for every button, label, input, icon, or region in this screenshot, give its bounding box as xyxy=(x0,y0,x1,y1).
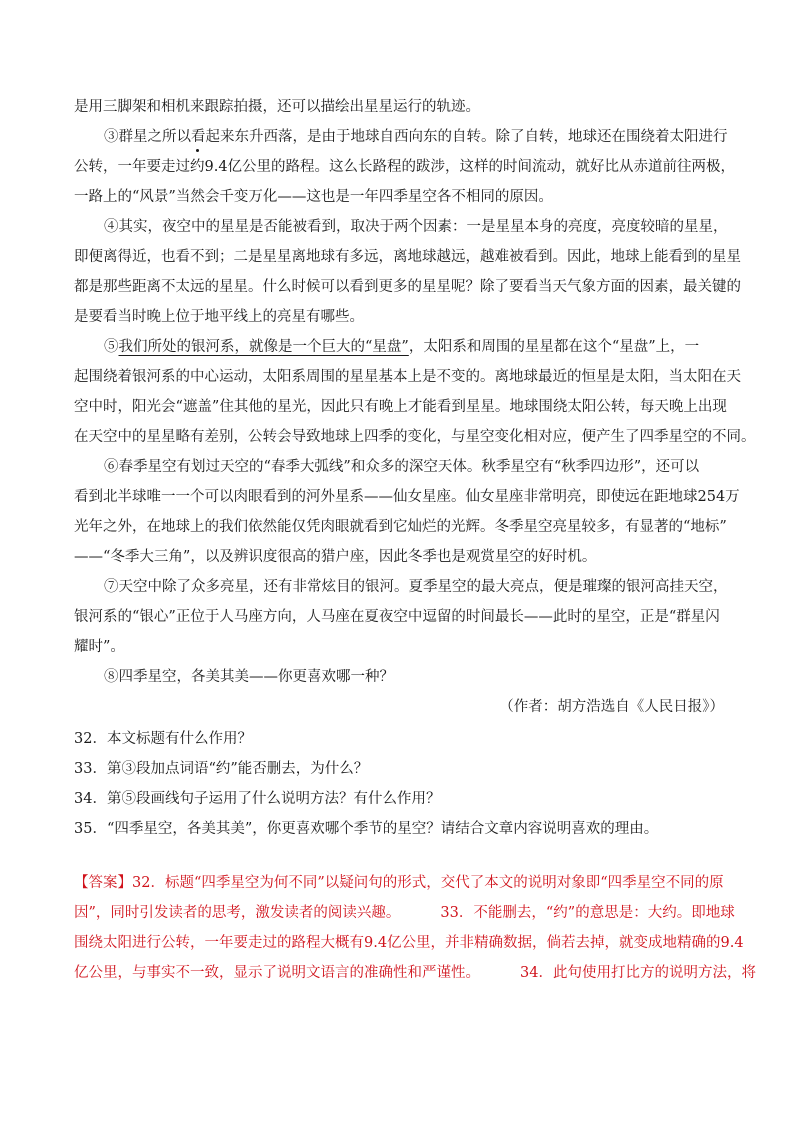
emphasis-dotted-word: 约 xyxy=(190,152,205,182)
paragraph-line: 银河系的“银心”正位于人马座方向，人马座在夏夜空中逗留的时间最长——此时的星空，正是“群星闪 xyxy=(74,609,720,625)
paragraph-line: ⑦天空中除了众多亮星，还有非常炫目的银河。夏季星空的最大亮点，便是璀璨的银河高挂天空， xyxy=(104,579,728,595)
paragraph-5 xyxy=(74,332,756,452)
question-item: 34．第⑤段画线句子运用了什么说明方法？有什么作用？ xyxy=(74,791,441,807)
paragraph-line: 都是那些距离不太远的星星。什么时候可以看到更多的星星呢？除了要看当天气象方面的因素，最关键的 xyxy=(74,279,741,295)
paragraph-line: 光年之外，在地球上的我们依然能仅凭肉眼就看到它灿烂的光辉。冬季星空亮星较多，有显著的“地标” xyxy=(74,519,727,535)
answer-line xyxy=(74,868,730,898)
paragraph-7 xyxy=(74,572,730,662)
paragraph-3 xyxy=(74,122,736,212)
answer-text: 34．此句使用打比方的说明方法，将 xyxy=(520,965,756,981)
paragraph-number: ⑤ xyxy=(104,339,119,355)
answer-text: 因”，同时引发读者的思考，激发读者的阅读兴趣。 xyxy=(74,905,401,921)
paragraph-line: 起围绕着银河系的中心运动，太阳系周围的星星基本上是不变的。离地球最近的恒星是太阳，当太阳在天 xyxy=(74,369,741,385)
paragraph-line: ④其实，夜空中的星星是否能被看到，取决于两个因素：一是星星本身的亮度，亮度较暗的星星， xyxy=(104,219,728,235)
text-segment: 公转，一年要走过 xyxy=(74,159,190,175)
answer-line xyxy=(74,898,735,928)
paragraph-8 xyxy=(74,662,730,692)
paragraph-line xyxy=(74,332,730,362)
paragraph-line: 一路上的“风景”当然会千变万化——这也是一年四季星空各不相同的原因。 xyxy=(74,189,553,205)
paragraph-4 xyxy=(74,212,741,332)
paragraph-continuation: 是用三脚架和相机来跟踪拍摄，还可以描绘出星星运行的轨迹。 xyxy=(74,99,480,115)
answer-text: 亿公里，与事实不一致，显示了说明文语言的准确性和严谨性。 xyxy=(74,965,480,981)
paragraph-line: ⑧四季星空，各美其美——你更喜欢哪一种？ xyxy=(104,669,394,685)
paragraph-line: 在天空中的星星略有差别，公转会导致地球上四季的变化，与星空变化相对应，便产生了四季星空的不同。 xyxy=(74,429,756,445)
answer-tag: 【答案】 xyxy=(74,875,132,891)
paragraph-line: ——“冬季大三角”，以及辨识度很高的猎户座，因此冬季也是观赏星空的好时机。 xyxy=(74,549,597,565)
answer-line xyxy=(74,958,756,988)
answer-block xyxy=(74,868,756,988)
paragraph-line: ⑥春季星空有划过天空的“春季大弧线”和众多的深空天体。秋季星空有“秋季四边形”，还可以 xyxy=(104,459,700,475)
answer-line: 围绕太阳进行公转，一年要走过的路程大概有9.4亿公里，并非精确数据，倘若去掉，就变成地精确的9.4 xyxy=(74,935,744,951)
document-page xyxy=(74,92,756,988)
paragraph-line: 是要看当时晚上位于地平线上的亮星有哪些。 xyxy=(74,309,364,325)
paragraph-line: 耀时”。 xyxy=(74,639,125,655)
paragraph-line: ③群星之所以看起来东升西落，是由于地球自西向东的自转。除了自转，地球还在围绕着太阳进行 xyxy=(104,129,728,145)
text-segment: 9.4亿公里的路程。这么长路程的跋涉，这样的时间流动，就好比从赤道前往两极， xyxy=(204,159,736,175)
text-segment: ，太阳系和周围的星星都在这个“星盘”上，一 xyxy=(408,339,700,355)
answer-text: 33．不能删去，“约”的意思是：大约。即地球 xyxy=(440,905,735,921)
underlined-sentence: 我们所处的银河系，就像是一个巨大的“星盘” xyxy=(118,339,409,355)
article-attribution: （作者：胡方浩选自《人民日报》） xyxy=(499,699,724,715)
question-item: 35．“四季星空，各美其美”，你更喜欢哪个季节的星空？请结合文章内容说明喜欢的理由。 xyxy=(74,821,659,837)
paragraph-6 xyxy=(74,452,740,572)
paragraph-line: 空中时，阳光会“遮盖”住其他的星光，因此只有晚上才能看到星星。地球围绕太阳公转，每天晚上出现 xyxy=(74,399,727,415)
paragraph-line: 看到北半球唯一一个可以肉眼看到的河外星系——仙女星座。仙女星座非常明亮，即使远在距地球254万 xyxy=(74,489,740,505)
question-item: 32．本文标题有什么作用？ xyxy=(74,731,252,747)
question-list xyxy=(74,724,730,844)
answer-text: 32．标题“四季星空为何不同”以疑问句的形式，交代了本文的说明对象即“四季星空不同的原 xyxy=(132,875,724,891)
paragraph-line: 即便离得近，也看不到；二是星星离地球有多远，离地球越远，越难被看到。因此，地球上能看到的星星 xyxy=(74,249,741,265)
paragraph-line xyxy=(74,152,736,182)
question-item: 33．第③段加点词语“约”能否删去，为什么？ xyxy=(74,761,369,777)
